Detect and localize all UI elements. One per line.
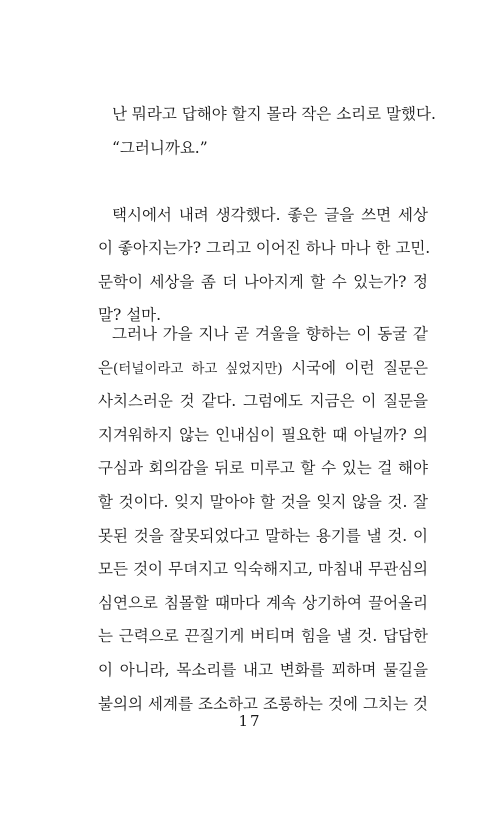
text-line: 그러나 가을 지나 곧 겨울을 향하는 이 동굴 같 — [112, 325, 428, 343]
dialogue-line: “그러니까요.” — [112, 139, 208, 157]
text-line: 사치스러운 것 같다. 그럼에도 지금은 이 질문을 — [98, 392, 428, 410]
page-number: 17 — [238, 712, 262, 730]
text-line: 구심과 회의감을 뒤로 미루고 할 수 있는 걸 해야 — [98, 459, 428, 477]
text-line: 이 좋아지는가? 그리고 이어진 하나 마나 한 고민. — [98, 239, 431, 257]
text-line: 불의의 세계를 조소하고 조롱하는 것에 그치는 것 — [98, 695, 428, 713]
text-fragment: 은 — [98, 359, 113, 377]
text-line: 지겨워하지 않는 인내심이 필요한 때 아닐까? 의 — [98, 426, 428, 444]
text-line: 난 뭐라고 답해야 할지 몰라 작은 소리로 말했다. — [112, 105, 436, 123]
text-line: 문학이 세상을 좀 더 나아지게 할 수 있는가? 정 — [98, 273, 428, 291]
text-line: 택시에서 내려 생각했다. 좋은 글을 쓰면 세상 — [112, 206, 428, 224]
text-line: 못된 것을 잘못되었다고 말하는 용기를 낼 것. 이 — [98, 527, 428, 545]
parenthetical-note: (터널이라고 하고 싶었지만) — [112, 361, 283, 377]
text-line: 는 근력으로 끈질기게 버티며 힘을 낼 것. 답답한 — [98, 627, 428, 645]
text-line: 말? 설마. — [98, 306, 162, 324]
text-line: 심연으로 침몰할 때마다 계속 상기하여 끌어올리 — [98, 594, 428, 612]
text-line: 할 것이다. 잊지 말아야 할 것을 잊지 않을 것. 잘 — [98, 493, 428, 511]
text-fragment: 시국에 이런 질문은 — [282, 359, 428, 377]
text-line: 모든 것이 무뎌지고 익숙해지고, 마침내 무관심의 — [98, 560, 428, 578]
text-line: 이 아니라, 목소리를 내고 변화를 꾀하며 물길을 — [98, 661, 428, 679]
text-line-with-parenthetical — [98, 357, 428, 380]
